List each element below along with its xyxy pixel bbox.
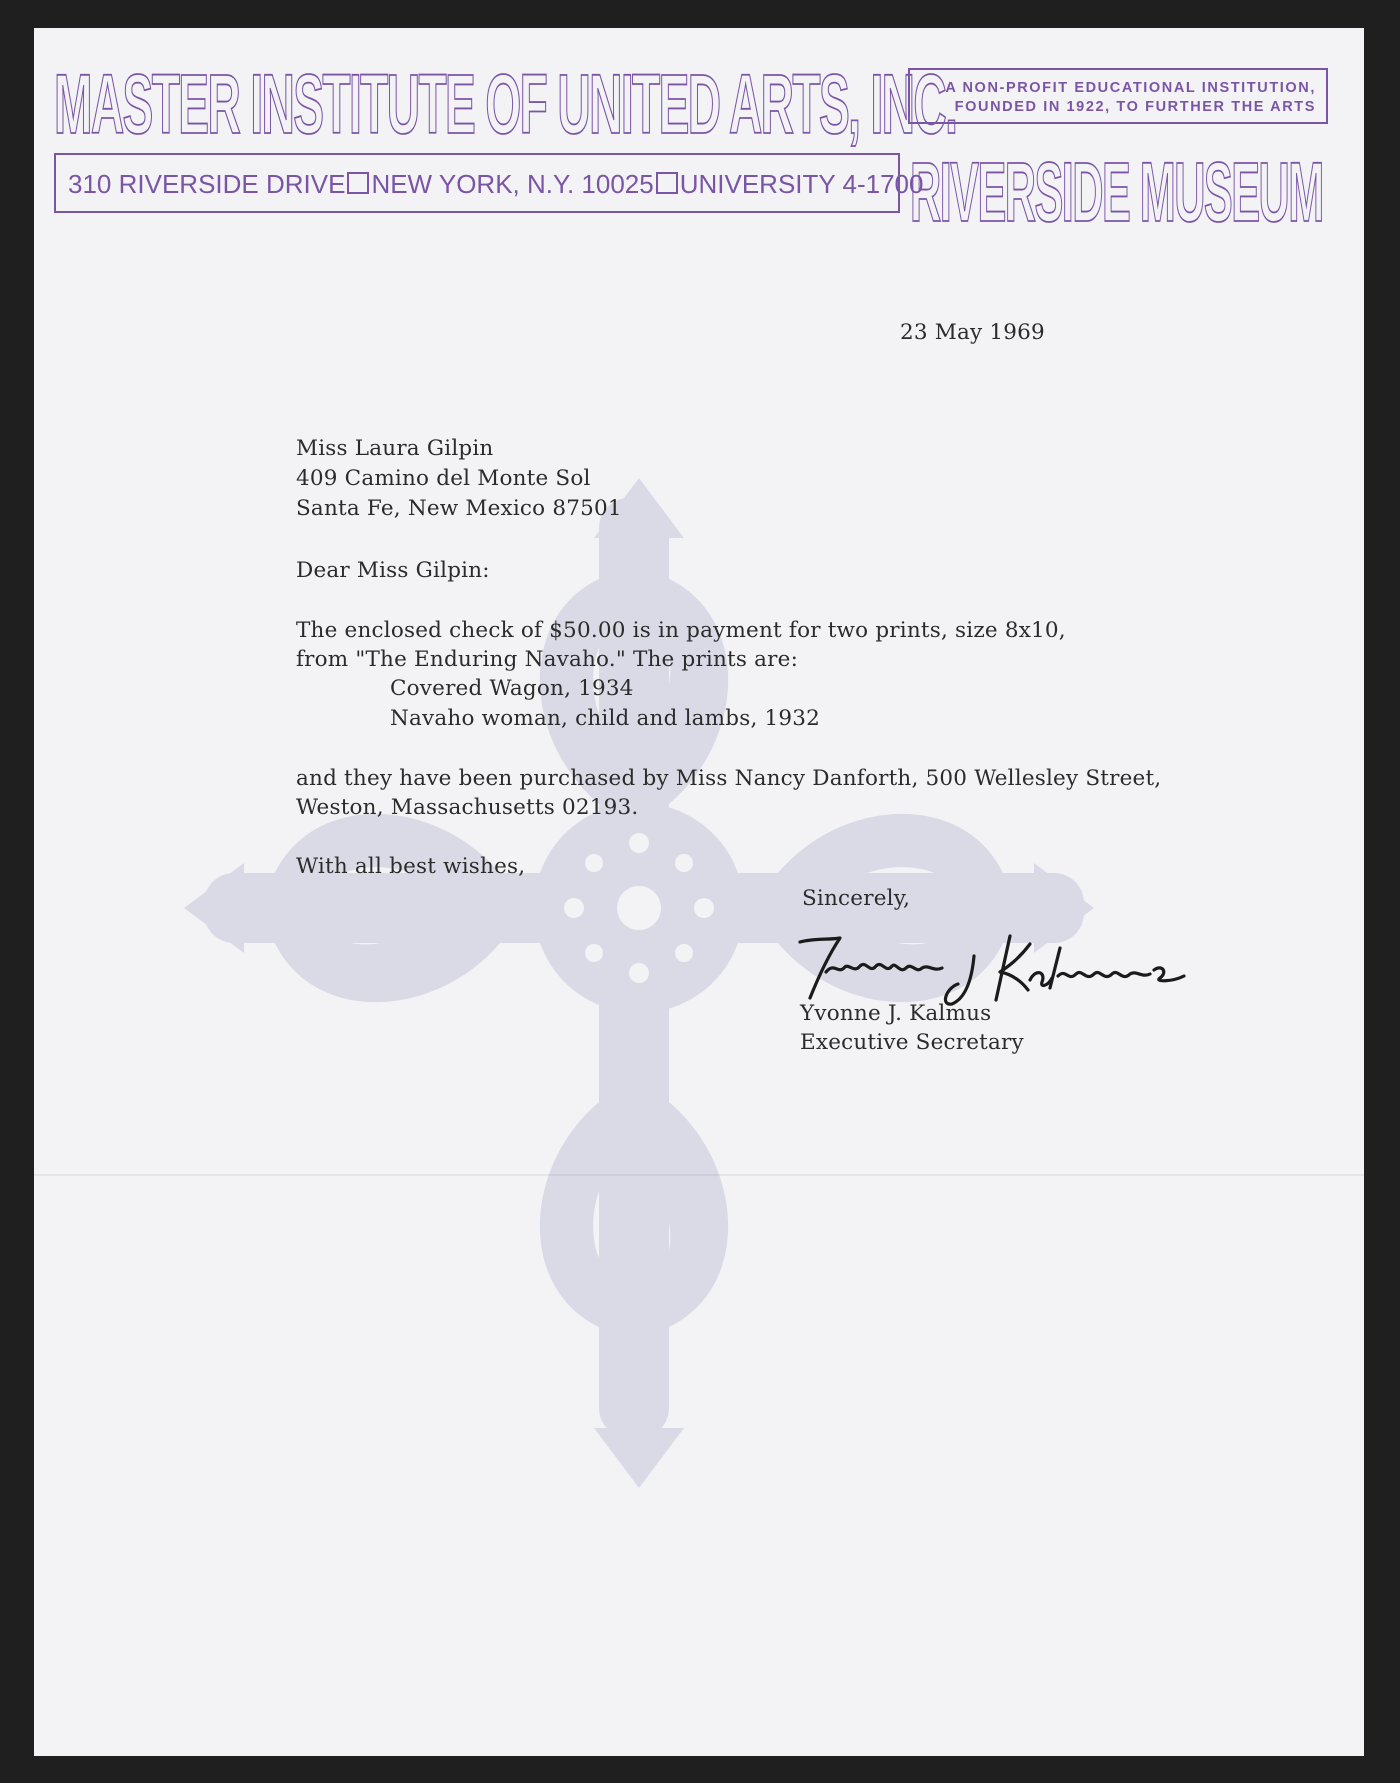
body-line: and they have been purchased by Miss Nancy Danforth, 500 Wellesley Street, [296, 766, 1162, 791]
address-box [54, 153, 924, 213]
letter-page [34, 28, 1364, 1756]
tagline-box [908, 68, 1328, 124]
print-item: Navaho woman, child and lambs, 1932 [390, 706, 821, 731]
letter-date: 23 May 1969 [900, 320, 1045, 345]
signer-title: Executive Secretary [800, 1030, 1024, 1055]
body-line: Weston, Massachusetts 02193. [296, 795, 639, 820]
organization-name: MASTER INSTITUTE OF UNITED ARTS, INC. [54, 57, 957, 151]
separator-square-icon [656, 172, 678, 194]
salutation: Dear Miss Gilpin: [296, 558, 490, 583]
body-line: The enclosed check of $50.00 is in payment for two prints, size 8x10, [296, 618, 1066, 643]
paper-fold-line [34, 1174, 1364, 1176]
address-street: 310 RIVERSIDE DRIVE [68, 169, 346, 199]
address-phone: UNIVERSITY 4-1700 [679, 169, 924, 199]
museum-name: RIVERSIDE MUSEUM [910, 145, 1323, 239]
signer-name: Yvonne J. Kalmus [800, 1001, 992, 1026]
separator-square-icon [347, 172, 369, 194]
recipient-street: 409 Camino del Monte Sol [296, 466, 591, 491]
tagline-line2: FOUNDED IN 1922, TO FURTHER THE ARTS [954, 99, 1316, 115]
recipient-name: Miss Laura Gilpin [296, 436, 494, 461]
address-city: NEW YORK, N.Y. 10025 [371, 169, 654, 199]
closing: Sincerely, [802, 886, 911, 911]
body-line: from "The Enduring Navaho." The prints are: [296, 647, 799, 672]
wishes: With all best wishes, [296, 854, 526, 879]
recipient-city: Santa Fe, New Mexico 87501 [296, 496, 622, 521]
tagline-line1: A NON-PROFIT EDUCATIONAL INSTITUTION, [945, 80, 1316, 96]
print-item: Covered Wagon, 1934 [390, 676, 634, 701]
